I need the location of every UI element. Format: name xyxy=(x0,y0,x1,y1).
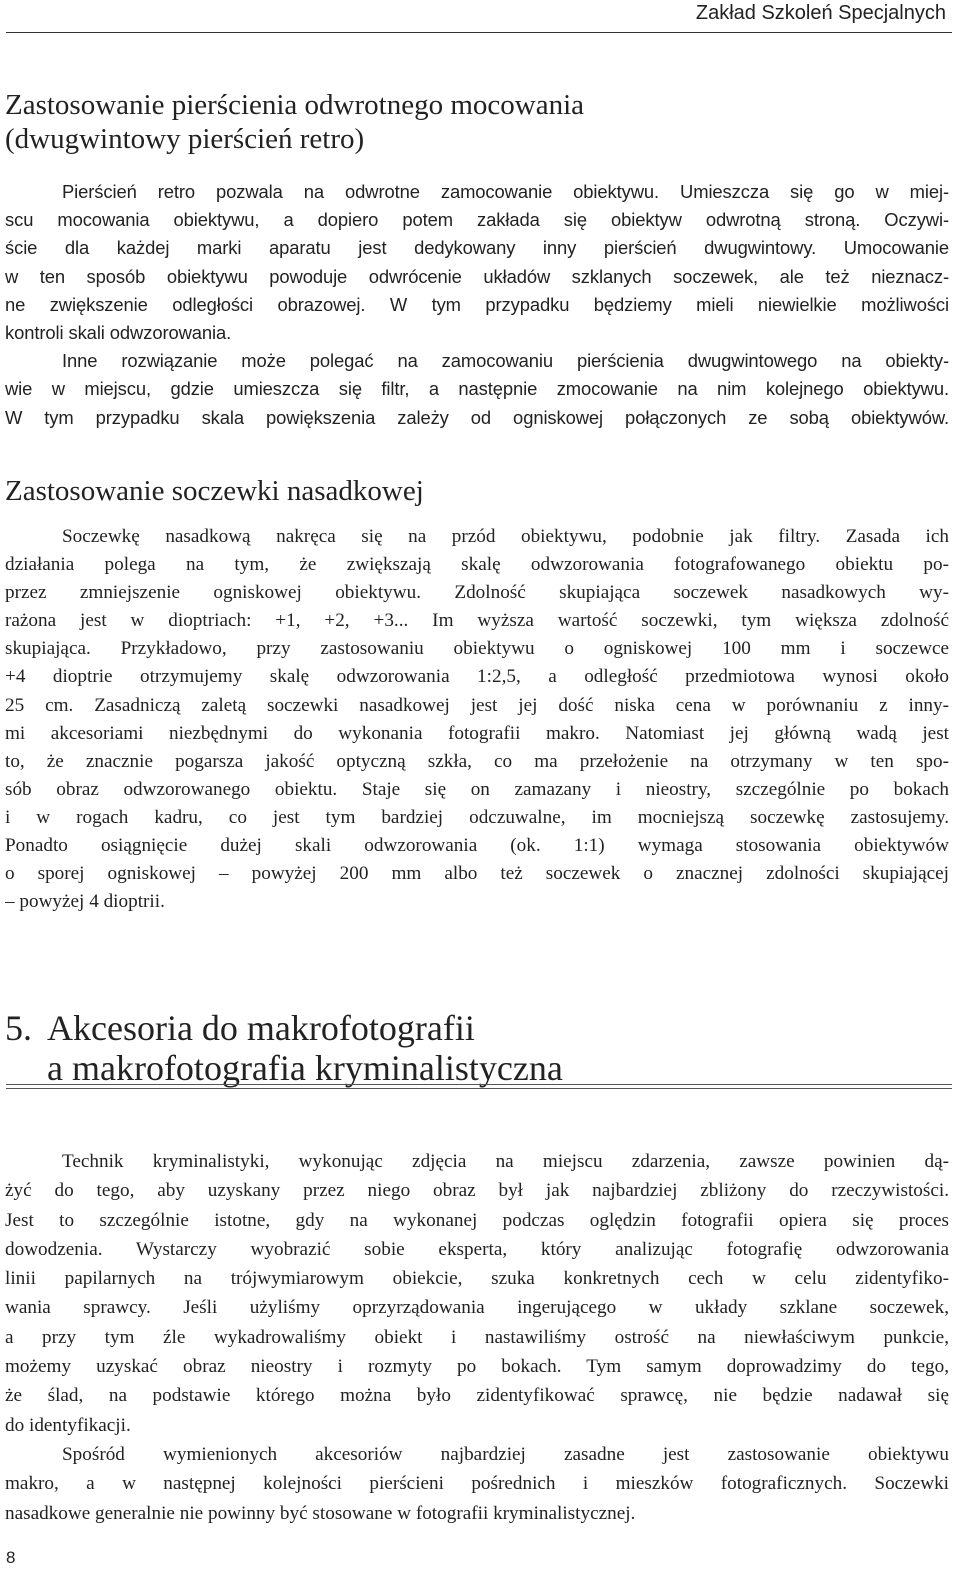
text-line: makro, a w następnej kolejności pierścieni pośrednich i mieszków fotograficznych. Soczewki xyxy=(5,1473,949,1495)
section-title-reverse-ring xyxy=(5,88,584,156)
text-line: a przy tym źle wykadrowaliśmy obiekt i nastawiliśmy ostrość na niewłaściwym punkcie, xyxy=(5,1326,949,1348)
chapter-title xyxy=(47,1008,563,1088)
text-line: 25 cm. Zasadniczą zaletą soczewki nasadkowej jest jej dość niska cena w porównaniu z inny- xyxy=(5,694,949,716)
text-line: przez zmniejszenie ogniskowej obiektywu. Zdolność skupiająca soczewek nasadkowych wy- xyxy=(5,582,949,604)
text-line: Ponadto osiągnięcie dużej skali odwzorowania (ok. 1:1) wymaga stosowania obiektywów xyxy=(5,835,949,857)
text-line: nasadkowe generalnie nie powinny być stosowane w fotografii kryminalistycznej. xyxy=(5,1502,636,1524)
chapter-title-line: a makrofotografia kryminalistyczna xyxy=(47,1048,563,1088)
text-line: Jest to szczególnie istotne, gdy na wykonanej podczas oględzin fotografii opiera się proces xyxy=(5,1209,949,1231)
text-line: Pierścień retro pozwala na odwrotne zamocowanie obiektywu. Umieszcza się go w miej- xyxy=(62,181,949,202)
section-title-line: Zastosowanie pierścienia odwrotnego mocowania xyxy=(5,89,585,121)
page-number: 8 xyxy=(6,1548,16,1567)
section-body-reverse-ring xyxy=(5,178,949,432)
text-line: Inne rozwiązanie może polegać na zamocowaniu pierścienia dwugwintowego na obiekty- xyxy=(62,350,949,372)
text-line: Technik kryminalistyki, wykonując zdjęcia na miejscu zdarzenia, zawsze powinien dą- xyxy=(62,1151,949,1172)
text-line: wania sprawcy. Jeśli użyliśmy oprzyrządowania ingerującego w układy szklane soczewek, xyxy=(5,1297,949,1319)
text-line: ne zwiększenie odległości obrazowej. W tym przypadku będziemy mieli niewielkie możliwości xyxy=(5,293,949,315)
text-line: o sporej ogniskowej – powyżej 200 mm albo też soczewek o znacznej zdolności skupiającej xyxy=(5,863,949,885)
text-line: skupiająca. Przykładowo, przy zastosowaniu obiektywu o ogniskowej 100 mm i soczewce xyxy=(5,638,949,660)
text-line: Spośród wymienionych akcesoriów najbardziej zasadne jest zastosowanie obiektywu xyxy=(62,1443,949,1465)
text-line: rażona jest w dioptriach: +1, +2, +3... Im wyższa wartość soczewki, tym większa zdolność xyxy=(5,610,949,632)
chapter-number: 5. xyxy=(5,1008,32,1048)
section-body-close-up-lens xyxy=(5,523,949,916)
page-header xyxy=(0,0,960,34)
text-line: do identyfikacji. xyxy=(5,1414,131,1436)
chapter-body xyxy=(5,1147,949,1528)
text-line: W tym przypadku skala powiększenia zależy od ogniskowej połączonych ze sobą obiektywów. xyxy=(5,406,949,428)
text-line: działania polega na tym, że zwiększają skalę odwzorowania fotografowanego obiektu po- xyxy=(5,554,949,576)
chapter-divider xyxy=(6,1084,952,1089)
text-line: sób obraz odwzorowanego obiektu. Staje się on zamazany i nieostry, szczególnie po bokach xyxy=(5,778,949,800)
text-line: dowodzenia. Wystarczy wyobrazić sobie eksperta, który analizując fotografię odwzorowania xyxy=(5,1238,949,1260)
section-title-line: (dwugwintowy pierścień retro) xyxy=(5,123,365,155)
text-line: scu mocowania obiektywu, a dopiero potem zakłada się obiektyw odwrotną stroną. Oczywi- xyxy=(5,209,949,231)
text-line: Soczewkę nasadkową nakręca się na przód obiektywu, podobnie jak filtry. Zasada ich xyxy=(62,526,949,547)
text-line: i w rogach kadru, co jest tym bardziej odczuwalne, im mocniejszą soczewkę zastosujemy. xyxy=(5,806,949,828)
text-line: w ten sposób obiektywu powoduje odwrócenie układów szklanych soczewek, ale też nieznacz- xyxy=(5,265,949,287)
text-line: mi akcesoriami niezbędnymi do wykonania fotografii makro. Natomiast jej główną wadą jest xyxy=(5,722,949,744)
text-line: to, że znacznie pogarsza jakość optyczną szkła, co ma przełożenie na otrzymany w ten spo- xyxy=(5,750,949,772)
section-title-close-up-lens: Zastosowanie soczewki nasadkowej xyxy=(5,475,424,507)
text-line: możemy uzyskać obraz nieostry i rozmyty po bokach. Tym samym doprowadzimy do tego, xyxy=(5,1356,949,1378)
text-line: – powyżej 4 dioptrii. xyxy=(5,891,165,913)
running-header-title: Zakład Szkoleń Specjalnych xyxy=(695,2,946,24)
text-line: wie w miejscu, gdzie umieszcza się filtr, a następnie zmocowanie na nim kolejnego obiektywu. xyxy=(5,378,949,400)
text-line: +4 dioptrie otrzymujemy skalę odwzorowania 1:2,5, a odległość przedmiotowa wynosi około xyxy=(5,666,949,688)
text-line: żyć do tego, aby uzyskany przez niego obraz był jak najbardziej zbliżony do rzeczywistości. xyxy=(5,1180,949,1202)
chapter-title-line: Akcesoria do makrofotografii xyxy=(47,1008,475,1048)
text-line: linii papilarnych na trójwymiarowym obiekcie, szuka konkretnych cech w celu zidentyfiko- xyxy=(5,1268,949,1290)
header-divider xyxy=(6,32,952,33)
text-line: że ślad, na podstawie którego można było zidentyfikować sprawcę, nie będzie nadawał się xyxy=(5,1385,949,1407)
text-line: ście dla każdej marki aparatu jest dedykowany inny pierścień dwugwintowy. Umocowanie xyxy=(5,237,949,259)
text-line: kontroli skali odwzorowania. xyxy=(5,322,232,344)
